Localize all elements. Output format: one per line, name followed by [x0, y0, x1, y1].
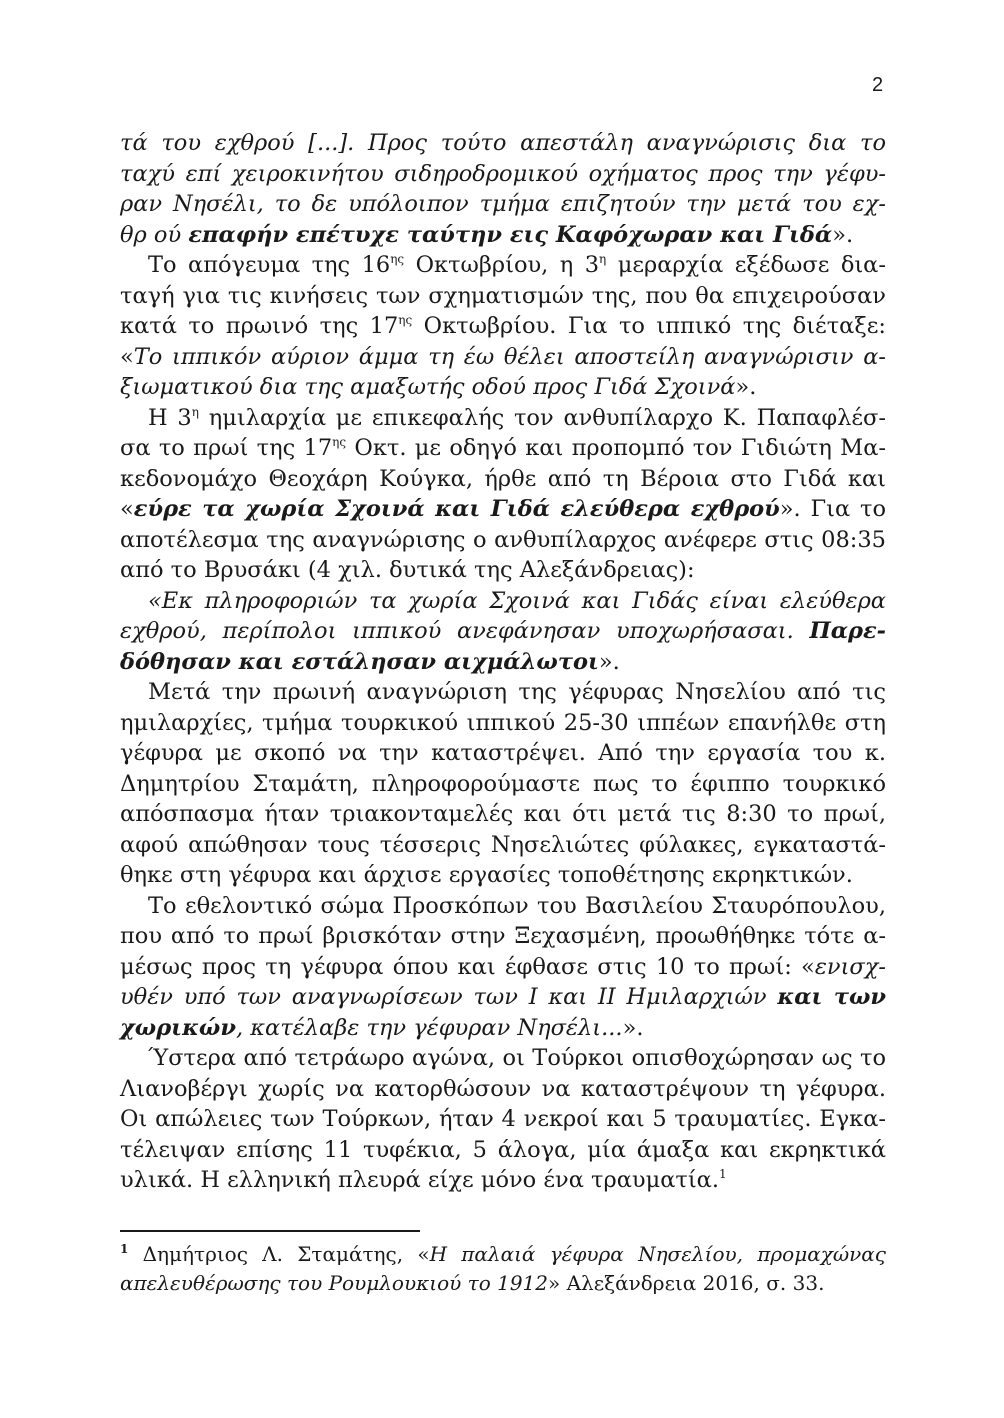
text-line: απόσπασμα ήταν τριακονταμελές και ότι μετά τις 8:30 το πρωί,: [120, 801, 886, 827]
text-line: ημιλαρχίες, τμήμα τουρκικού ιππικού 25-30 ιππέων επανήλθε στη: [120, 709, 886, 736]
text-line: κατά το πρωινό της $17^{\eta\varsigma}$ Οκτωβρίου. Για το ιππικό της διέταξε:: [120, 313, 886, 339]
body-text: [120, 128, 886, 1196]
text-line: σα το πρωί της $17^{\eta\varsigma}$ Οκτ. με οδηγό και προπομπό τον Γιδιώτη Μα-: [120, 435, 887, 461]
footnote-divider: [120, 1230, 420, 1232]
text-line: «εύρε τα χωρία Σχοινά και Γιδά ελεύθερα εχθρού». Για το: [120, 496, 887, 522]
paragraph-5: [120, 677, 886, 891]
text-line: Το εθελοντικό σώμα Προσκόπων του Βασιλείου Σταυρόπουλου,: [148, 892, 886, 919]
paragraph-4-quote: [120, 586, 886, 678]
text-line: «Το ιππικόν αύριον άμμα τη έω θέλει αποστείλη αναγνώρισιν α-: [120, 343, 886, 370]
text-line: εχθρού, περίπολοι ιππικού ανεφάνησαν υποχωρήσασαι. Παρε-: [120, 618, 886, 644]
text-line: αφού απώθησαν τους τέσσερις Νησελιώτες φύλακες, εγκαταστά-: [120, 831, 886, 858]
text-line: υθέν υπό των αναγνωρίσεων των Ι και ΙΙ Ημιλαρχιών και των: [120, 984, 886, 1010]
text-line: που από το πρωί βρισκόταν στην Ξεχασμένη, προωθήθηκε τότε α-: [120, 923, 886, 949]
text-line: ταγή για τις κινήσεις των σχηματισμών της, που θα επιχειρούσαν: [120, 282, 886, 309]
paragraph-7: [120, 1043, 886, 1196]
text-line: τά του εχθρού [...]. Προς τούτο απεστάλη αναγνώρισις δια το: [120, 130, 886, 156]
text-line: Ύστερα από τετράωρο αγώνα, οι Τούρκοι οπισθοχώρησαν ως το: [148, 1045, 886, 1071]
footnote: [120, 1240, 886, 1298]
text-line: ξιωματικού δια της αμαξωτής οδού προς Γιδά Σχοινά».: [120, 374, 757, 400]
paragraph-6: [120, 891, 886, 1044]
text-line: Η $3^\eta$ ημιλαρχία με επικεφαλής τον ανθυπίλαρχο Κ. Παπαφλέσ-: [148, 404, 886, 431]
footnote-line: απελευθέρωσης του Ρουμλουκιού το 1912» Αλεξάνδρεια 2016, σ. 33.: [120, 1271, 825, 1295]
text-line: Το απόγευμα της $16^{\eta\varsigma}$ Οκτωβρίου, η $3^\eta$ μεραρχία εξέδωσε δια-: [148, 252, 886, 278]
text-line: δόθησαν και εστάλησαν αιχμάλωτοι».: [120, 648, 620, 675]
text-line: γέφυρα με σκοπό να την καταστρέψει. Από την εργασία του κ.: [120, 740, 886, 766]
text-line: κεδονομάχο Θεοχάρη Κούγκα, ήρθε από τη Βέροια στο Γιδά και: [120, 465, 886, 492]
text-line: Δημητρίου Σταμάτη, πληροφορούμαστε πως το έφιππο τουρκικό: [120, 770, 886, 797]
text-line: μέσως προς τη γέφυρα όπου και έφθασε στις 10 το πρωί: «ενισχ-: [120, 953, 886, 980]
text-line: «Εκ πληροφοριών τα χωρία Σχοινά και Γιδάς είναι ελεύθερα: [148, 587, 886, 614]
page-number: 2: [872, 74, 884, 96]
footnote-marker: 1: [120, 1242, 129, 1256]
text-line: χωρικών, κατέλαβε την γέφυραν Νησέλι...».: [120, 1014, 644, 1041]
paragraph-2: [120, 250, 886, 403]
paragraph-1: [120, 128, 886, 250]
footnote-reference[interactable]: 1: [719, 1167, 727, 1181]
text-line: Οι απώλειες των Τούρκων, ήταν 4 νεκροί και 5 τραυματίες. Εγκα-: [120, 1106, 886, 1132]
text-line: τέλειψαν επίσης 11 τυφέκια, 5 άλογα, μία άμαξα και εκρηκτικά: [120, 1136, 886, 1163]
text-line: υλικά. Η ελληνική πλευρά είχε μόνο ένα τραυματία.$^1$: [120, 1167, 727, 1193]
paragraph-3: [120, 403, 886, 586]
text-line: Μετά την πρωινή αναγνώριση της γέφυρας Νησελίου από τις: [148, 679, 886, 705]
text-line: θρ ού επαφήν επέτυχε ταύτην εις Καφόχωραν και Γιδά».: [120, 221, 854, 248]
text-line: ραν Νησέλι, το δε υπόλοιπον τμήμα επιζητούν την μετά του εχ-: [120, 191, 886, 217]
text-line: ταχύ επί χειροκινήτου σιδηροδρομικού οχήματος προς την γέφυ-: [120, 160, 886, 187]
text-line: αποτέλεσμα της αναγνώρισης ο ανθυπίλαρχος ανέφερε στις 08:35: [120, 526, 886, 553]
footnote-line: $^1$ Δημήτριος Λ. Σταμάτης, «Η παλαιά γέφυρα Νησελίου, προμαχώνας: [120, 1242, 886, 1266]
text-line: Λιανοβέργι χωρίς να κατορθώσουν να καταστρέψουν τη γέφυρα.: [120, 1075, 886, 1102]
text-line: από το Βρυσάκι (4 χιλ. δυτικά της Αλεξάνδρειας):: [120, 557, 695, 583]
text-line: θηκε στη γέφυρα και άρχισε εργασίες τοποθέτησης εκρηκτικών.: [120, 862, 853, 888]
